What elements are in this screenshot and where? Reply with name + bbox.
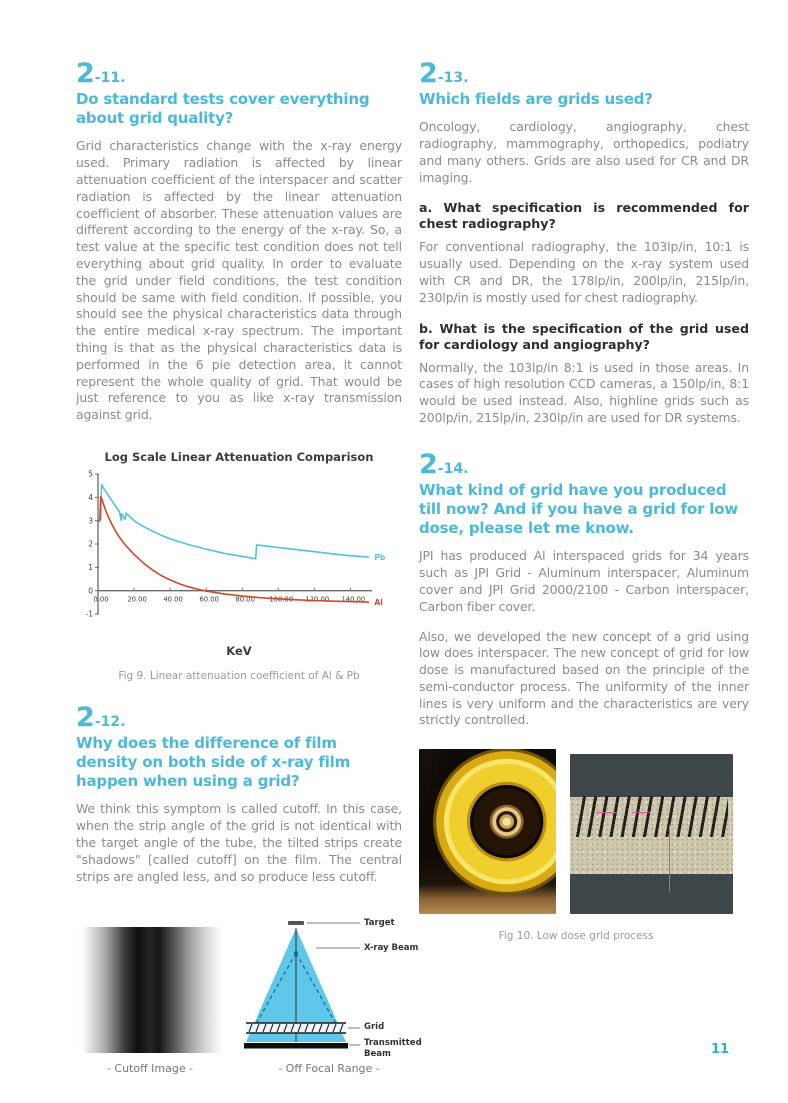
grid-microscope-photo xyxy=(570,754,733,914)
left-column xyxy=(76,58,422,1076)
subhead-b-body: Normally, the 103lp/in 8:1 is used in those areas. In cases of high resolution CCD cameras, a 150lp/in, 8:1 would be used instead. Also, highline grids such as 200lp/in, 215lp/in, 230lp/in are used for DR systems. xyxy=(419,359,749,425)
section-2-14-body2: Also, we developed the new concept of a grid using low does interspacer. The new concept of grid for low dose is manufactured based on the principle of the semi-conductor process. The uniformity of the inner lines is very uniform and the characteristics are very strictly controlled. xyxy=(419,628,749,728)
svg-text:0: 0 xyxy=(88,586,93,596)
fig10-caption: Fig 10. Low dose grid process xyxy=(498,930,654,943)
section-2-13-title: Which fields are grids used? xyxy=(419,90,653,108)
subhead-a-body: For conventional radiography, the 103lp/in, 10:1 is usually used. Depending on the x-ray system used with CR and DR, the 178lp/in, 200lp/in, 215lp/in, 230lp/in is mostly used for chest radiography. xyxy=(419,239,749,305)
right-column xyxy=(419,60,749,942)
spool-photo xyxy=(419,749,556,914)
section-2-14-body1: JPI has produced Al interspaced grids for 34 years such as JPI Grid - Aluminum interspacer, Aluminum cover and JPI Grid 2000/2100 - Carbon interspacer, Carbon fiber cover. xyxy=(419,548,749,614)
section-number-big: 2 xyxy=(76,701,95,733)
section-2-14-number xyxy=(419,448,749,480)
section-2-11-number xyxy=(76,60,402,87)
cutoff-caption: - Cutoff Image - xyxy=(106,1062,194,1076)
measurement-line-h2 xyxy=(632,812,652,813)
svg-text:4: 4 xyxy=(88,492,93,502)
measurement-line-h1 xyxy=(596,812,616,813)
subhead-a: a. What specification is recommended for chest radiography? xyxy=(419,200,749,232)
svg-text:Al: Al xyxy=(374,597,383,607)
svg-text:Pb: Pb xyxy=(374,552,386,562)
section-2-12-body: We think this symptom is called cutoff. In this case, when the strip angle of the grid is not identical with the target angle of the tube, the tilted strips create "shadows" [called cutoff] on the film. The central strips are angled less, and so produce less cutoff. xyxy=(76,801,402,884)
fig9-chart-svg xyxy=(76,468,402,638)
target-label: Target xyxy=(364,918,395,929)
off-focal-point xyxy=(294,952,298,956)
svg-text:40.00: 40.00 xyxy=(163,595,183,604)
section-2-12-number xyxy=(76,701,402,733)
off-focal-figure xyxy=(236,919,422,1075)
section-2-13-header xyxy=(419,60,749,109)
section-number-small: -13. xyxy=(437,70,469,86)
section-number-big: 2 xyxy=(419,58,438,89)
subhead-b: b. What is the specification of the grid used for cardiology and angiography? xyxy=(419,320,749,352)
grid-label: Grid xyxy=(364,1022,385,1033)
section-2-14-title: What kind of grid have you produced till now? And if you have a grid for low dose, please let me know. xyxy=(419,480,739,538)
cutoff-figure xyxy=(76,927,224,1075)
fig10-photo-row xyxy=(419,749,749,914)
fig9-chart-block xyxy=(76,450,402,682)
off-focal-caption: - Off Focal Range - xyxy=(278,1062,380,1076)
svg-text:2: 2 xyxy=(88,539,93,549)
svg-text:5: 5 xyxy=(88,469,93,479)
svg-text:20.00: 20.00 xyxy=(127,595,147,604)
svg-text:60.00: 60.00 xyxy=(199,595,219,604)
section-2-14-header xyxy=(419,448,749,539)
svg-text:1: 1 xyxy=(88,562,93,572)
section-2-13-number xyxy=(419,60,749,87)
measurement-line-v xyxy=(669,825,670,892)
page-number: 11 xyxy=(711,1042,730,1057)
svg-text:3: 3 xyxy=(88,516,93,526)
section-number-small: -12. xyxy=(94,713,126,730)
chart-x-axis-label: KeV xyxy=(226,643,252,658)
section-number-small: -11. xyxy=(94,70,126,86)
cutoff-gradient-image xyxy=(76,927,224,1053)
target-dash xyxy=(288,921,304,925)
off-focal-diagram-svg xyxy=(236,919,422,1053)
svg-text:120.00: 120.00 xyxy=(305,595,330,604)
xray-beam-label: X-ray Beam xyxy=(364,943,419,954)
section-2-11-title: Do standard tests cover everything about grid quality? xyxy=(76,90,370,128)
svg-text:0.00: 0.00 xyxy=(93,595,109,604)
grid-lines-bars xyxy=(575,796,728,838)
section-2-11-header xyxy=(76,60,402,128)
section-2-12-header xyxy=(76,701,402,792)
svg-text:-1: -1 xyxy=(85,609,93,619)
section-number-small: -14. xyxy=(437,460,469,477)
section-2-11-body: Grid characteristics change with the x-ray energy used. Primary radiation is affected by linear attenuation coefficient of the interspacer and scatter radiation is affected by the linear attenuation coefficient of absorber. These attenuation values are different according to the energy of the x-ray. So, a test value at the specific test condition does not tell everything about grid quality. In order to evaluate the grid under field conditions, the test condition should be same with field condition. If possible, you should see the physical characteristics data through the entire medical x-ray spectrum. The important thing is that as the physical characteristics data is performed in the 6 pie detection area, it cannot represent the whole quality of grid. That would be just reference to you as like x-ray transmission against grid. xyxy=(76,138,402,423)
figures-row xyxy=(76,918,422,1076)
grid-band xyxy=(246,1023,346,1033)
svg-text:140.00: 140.00 xyxy=(341,595,366,604)
fig9-caption: Fig 9. Linear attenuation coefficient of Al & Pb xyxy=(118,669,360,682)
section-2-12-title: Why does the difference of film density on both side of x-ray film happen when using a grid? xyxy=(76,733,351,791)
svg-text:100.00: 100.00 xyxy=(269,595,294,604)
section-2-13-body: Oncology, cardiology, angiography, chest radiography, mammography, orthopedics, podiatry and many others. Grids are also used for CR and DR imaging. xyxy=(419,119,749,185)
chart-title: Log Scale Linear Attenuation Comparison xyxy=(104,449,374,464)
section-number-big: 2 xyxy=(419,448,438,480)
section-number-big: 2 xyxy=(76,58,95,89)
film-black-bar xyxy=(244,1043,348,1049)
svg-text:80.00: 80.00 xyxy=(235,595,255,604)
off-focal-diagram xyxy=(236,918,422,1060)
transmitted-beam-label: Transmitted Beam xyxy=(364,1038,422,1060)
